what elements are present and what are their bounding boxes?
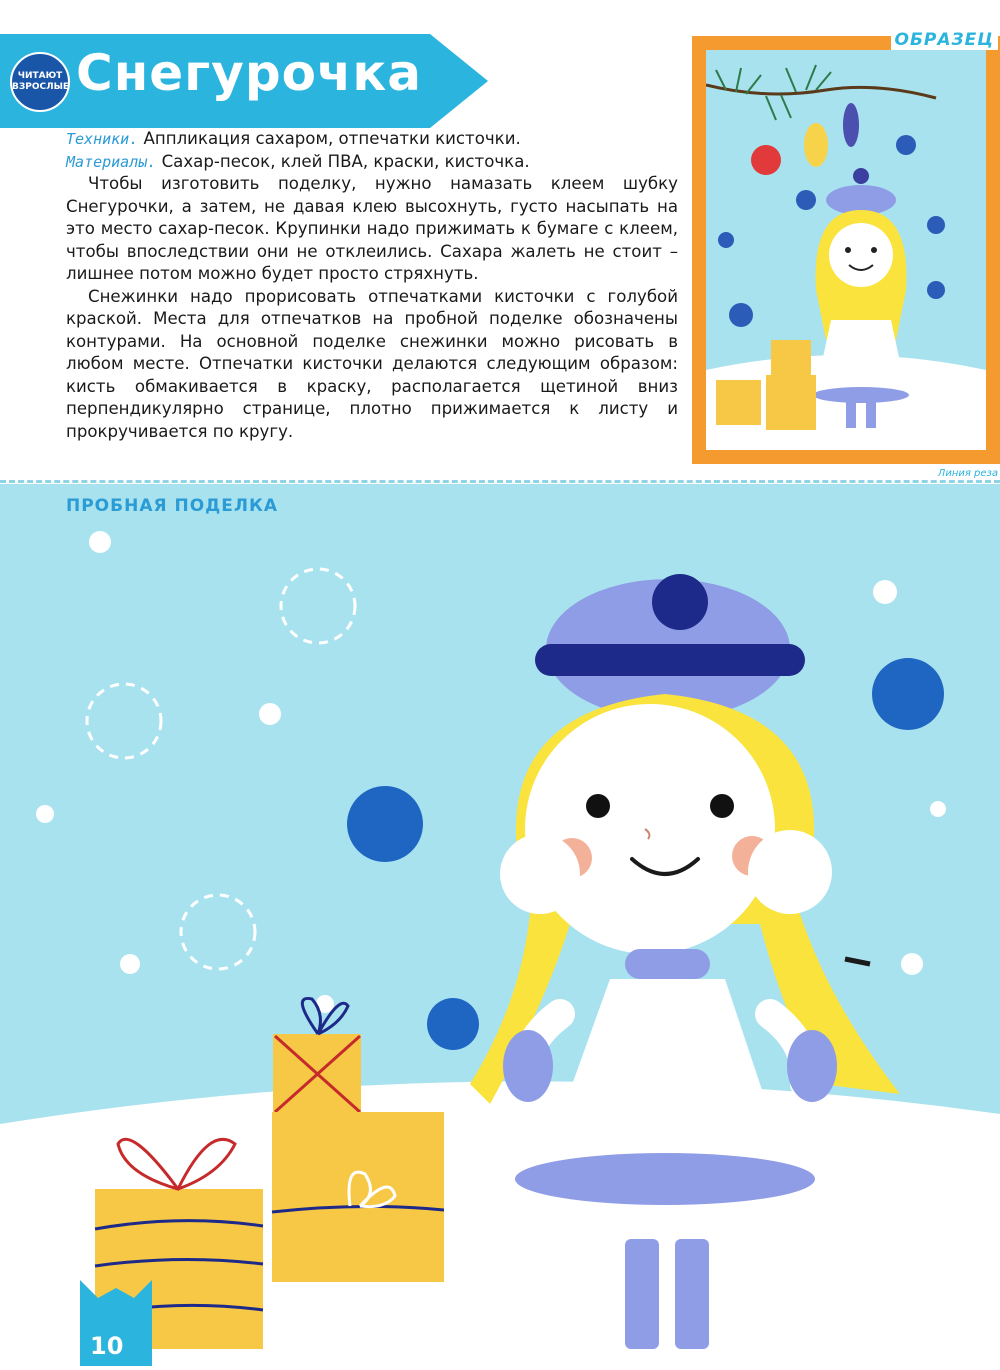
paragraph-snowflakes: Снежинки надо прорисовать отпечатками кисточки с голубой краской. Места для отпечатков на пробной поделке обозначены контурами. На основной поделке снежинки можно рисовать в любом месте. Отпечатки кисточки делаются следующим образом: кисть обмакивается в краску, располагается щетиной вниз перпендикулярно странице, плотно прижимается к листу и прокручивается по кругу. (66, 286, 678, 441)
page-title: Снегурочка (76, 44, 423, 102)
instructions (66, 128, 678, 443)
page-number: 10 (90, 1332, 124, 1360)
materials-label: Материалы. (66, 152, 157, 171)
practice-label: ПРОБНАЯ ПОДЕЛКА (66, 496, 279, 516)
materials-text: Сахар-песок, клей ПВА, краски, кисточка. (156, 151, 530, 171)
cut-line-label: Линия реза (937, 468, 998, 479)
badge-line2: ВЗРОСЛЫЕ (12, 82, 70, 92)
sample-label: ОБРАЗЕЦ (891, 30, 999, 50)
badge-line1: ЧИТАЮТ (17, 71, 63, 81)
paragraph-glue: Чтобы изготовить поделку, нужно намазать клеем шубку Снегурочки, а затем, не давая клею высохнуть, густо насыпать на это место сахар-песок. Крупинки надо прижимать к бумаге с клеем, чтобы впоследствии они не отклеились. Сахара жалеть не стоит – лишнее потом можно будет просто стряхнуть. (66, 174, 678, 283)
sample-illustration (706, 50, 986, 450)
materials-line (66, 151, 678, 174)
practice-picture (0, 484, 1000, 1366)
techniques-label: Техники. (66, 130, 139, 148)
techniques-line (66, 128, 678, 151)
sample-picture (692, 36, 1000, 464)
adults-read-badge (10, 52, 70, 112)
techniques-text: Аппликация сахаром, отпечатки кисточки. (138, 129, 521, 148)
cut-line (0, 480, 1000, 483)
